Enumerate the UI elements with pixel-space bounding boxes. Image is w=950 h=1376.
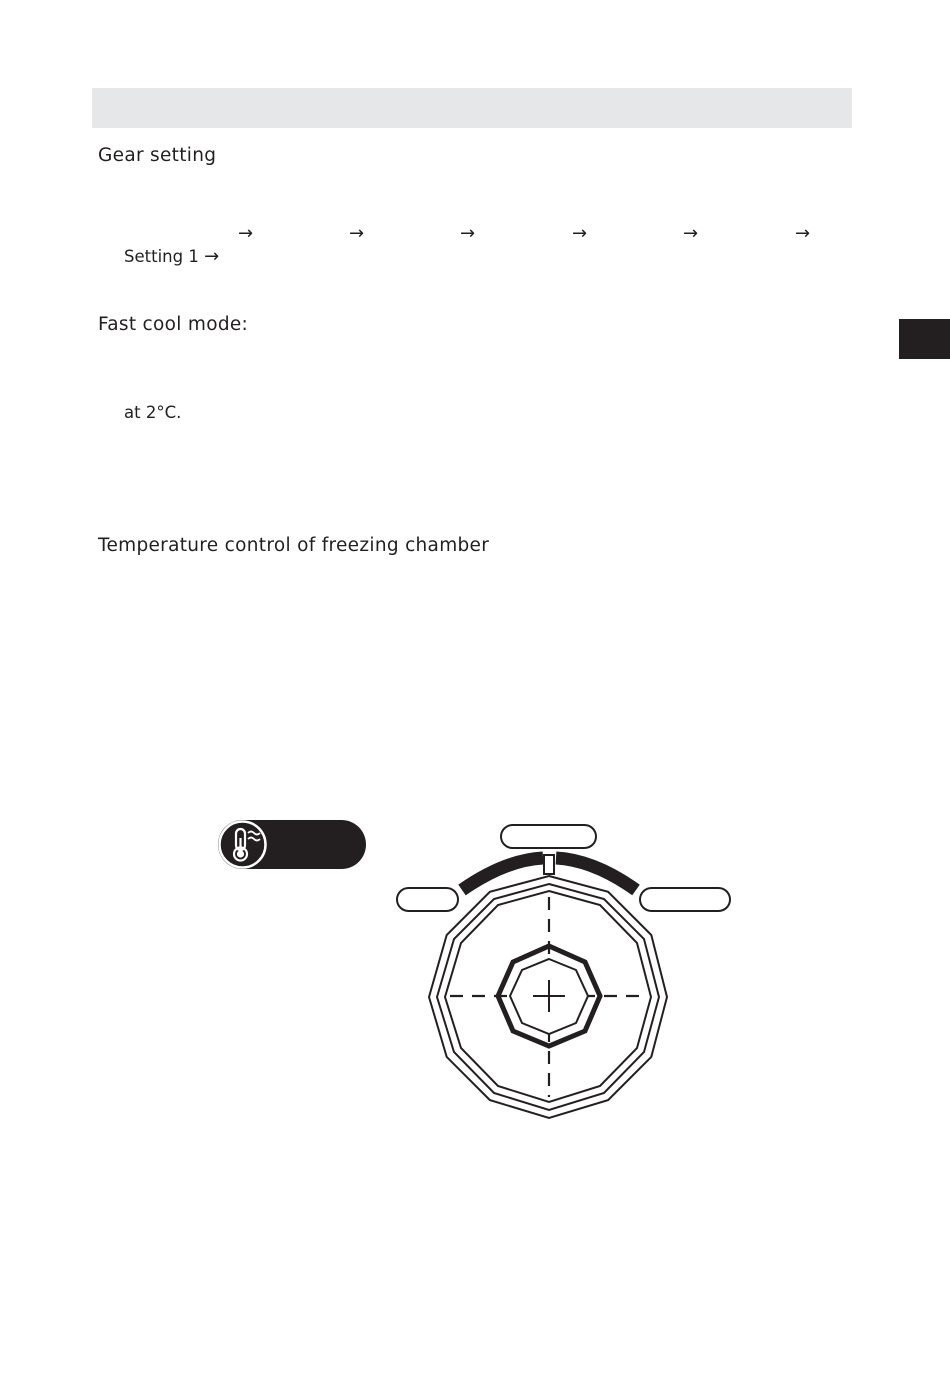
fast-cool-heading: Fast cool mode:	[98, 314, 249, 335]
side-tab	[899, 319, 950, 359]
temperature-dial-icon	[390, 820, 740, 1125]
right-arrow-icon: →	[204, 246, 220, 267]
gear-setting-heading: Gear setting	[98, 145, 217, 166]
header-bar	[92, 88, 852, 128]
right-arrow-icon: →	[460, 223, 476, 244]
gear-setting-line	[124, 246, 219, 267]
freezer-temp-heading: Temperature control of freezing chamber	[98, 535, 490, 556]
right-arrow-icon: →	[572, 223, 588, 244]
right-arrow-icon: →	[349, 223, 365, 244]
fast-cool-text: at 2°C.	[124, 403, 182, 422]
right-arrow-icon: →	[238, 223, 254, 244]
freezer-temp-badge	[218, 820, 366, 869]
right-arrow-icon: →	[795, 223, 811, 244]
right-arrow-icon: →	[683, 223, 699, 244]
thermometer-snow-icon	[218, 820, 276, 869]
setting-label: Setting 1	[124, 247, 199, 266]
